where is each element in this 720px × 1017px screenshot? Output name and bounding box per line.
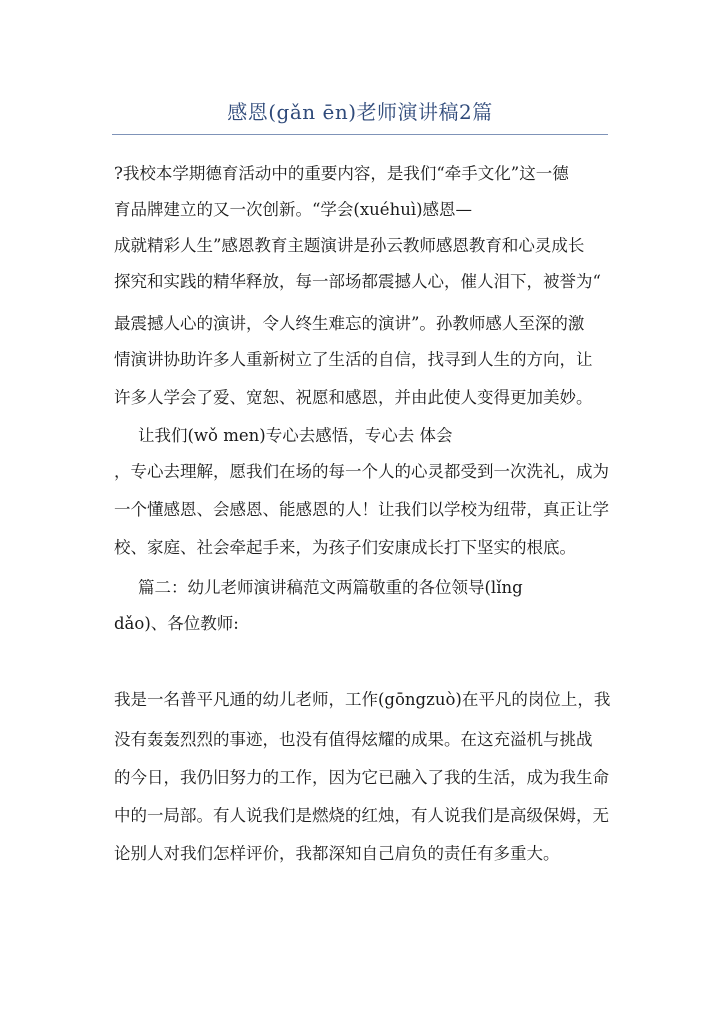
title-divider bbox=[112, 134, 608, 135]
paragraph-line: dǎo)、各位教师: bbox=[114, 614, 239, 633]
paragraph-line: 成就精彩人生”感恩教育主题演讲是孙云教师感恩教育和心灵成长 bbox=[114, 236, 585, 255]
paragraph-line: 让我们(wǒ men)专心去感悟，专心去 体会 bbox=[138, 426, 453, 445]
paragraph-line: 情演讲协助许多人重新树立了生活的自信，找寻到人生的方向，让 bbox=[114, 350, 593, 369]
paragraph-line: 校、家庭、社会牵起手来，为孩子们安康成长打下坚实的根底。 bbox=[114, 538, 576, 557]
paragraph-line: 一个懂感恩、会感恩、能感恩的人！让我们以学校为纽带，真正让学 bbox=[114, 500, 609, 519]
paragraph-line: 我是一名普平凡通的幼儿老师，工作(gōngzuò)在平凡的岗位上，我 bbox=[114, 690, 611, 709]
paragraph-line: ，专心去理解，愿我们在场的每一个人的心灵都受到一次洗礼，成为 bbox=[114, 462, 609, 481]
paragraph-line: 中的一局部。有人说我们是燃烧的红烛，有人说我们是高级保姆，无 bbox=[114, 806, 609, 825]
paragraph-line: 探究和实践的精华释放，每一部场都震撼人心，催人泪下，被誉为“ bbox=[114, 272, 601, 291]
paragraph-line: 篇二：幼儿老师演讲稿范文两篇敬重的各位领导(lǐng bbox=[138, 578, 523, 597]
document-title: 感恩(gǎn ēn)老师演讲稿2篇 bbox=[227, 100, 493, 124]
paragraph-line: 育品牌建立的又一次创新。“学会(xuéhuì)感恩— bbox=[114, 200, 473, 219]
paragraph-line: 许多人学会了爱、宽恕、祝愿和感恩，并由此使人变得更加美妙。 bbox=[114, 388, 593, 407]
paragraph-line: 没有轰轰烈烈的事迹，也没有值得炫耀的成果。在这充溢机与挑战 bbox=[114, 730, 593, 749]
paragraph-line: 的今日，我仍旧努力的工作，因为它已融入了我的生活，成为我生命 bbox=[114, 768, 609, 787]
paragraph-line: ?我校本学期德育活动中的重要内容，是我们“牵手文化”这一德 bbox=[114, 164, 569, 183]
paragraph-line: 最震撼人心的演讲，令人终生难忘的演讲”。孙教师感人至深的激 bbox=[114, 314, 585, 333]
paragraph-line: 论别人对我们怎样评价，我都深知自己肩负的责任有多重大。 bbox=[114, 844, 560, 863]
